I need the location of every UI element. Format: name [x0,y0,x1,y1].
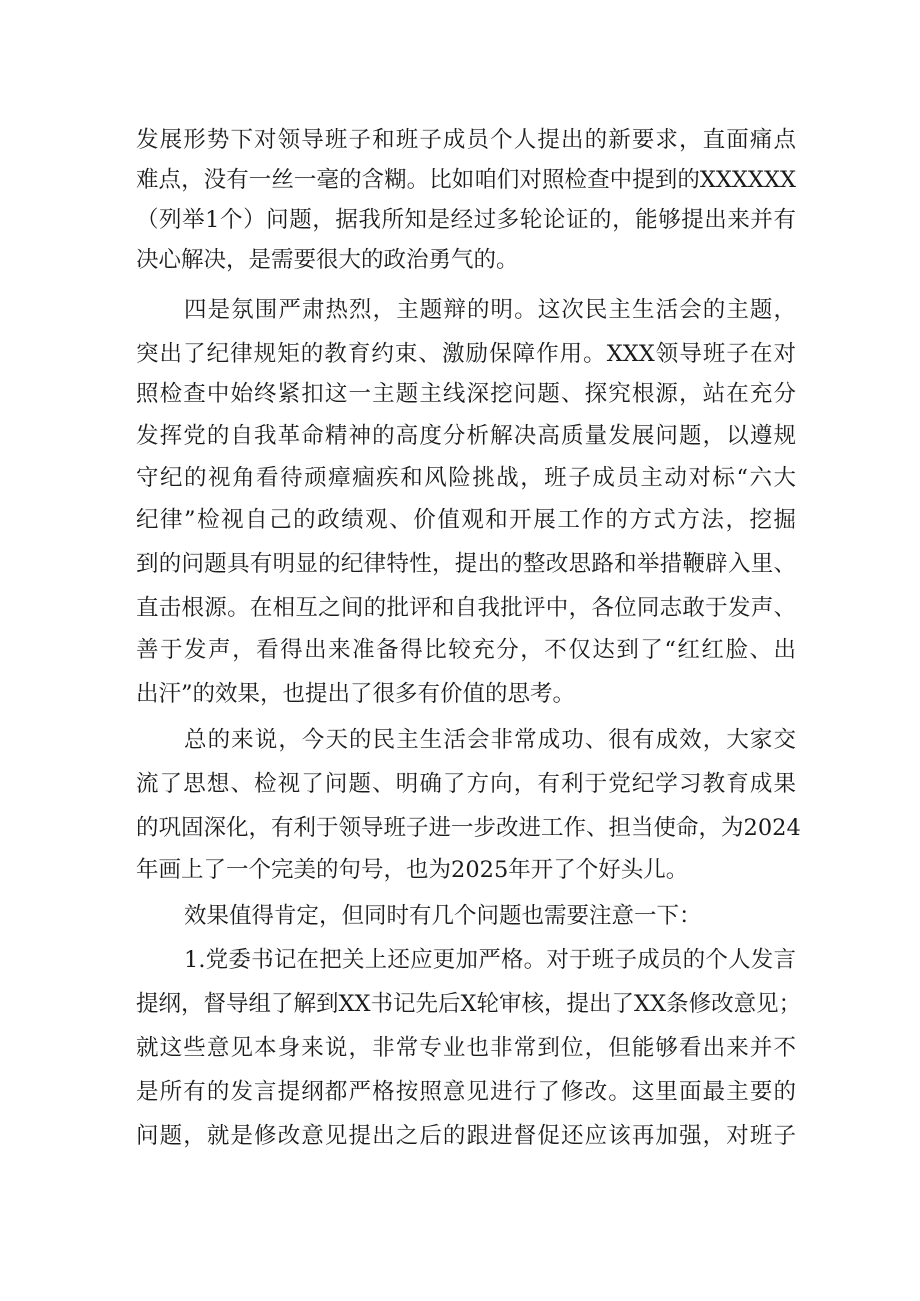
text-line: 提纲，督导组了解到XX书记先后X轮审核，提出了XX条修改意见； [136,991,802,1017]
text-line: 出汗”的效果，也提出了很多有价值的思考。 [136,681,576,707]
text-line: 到的问题具有明显的纪律特性，提出的整改思路和举措鞭辟入里、 [136,551,796,577]
text-line: 难点，没有一丝一毫的含糊。比如咱们对照检查中提到的XXXXXX [136,167,796,193]
text-line: 突出了纪律规矩的教育约束、激励保障作用。XXX领导班子在对 [136,341,796,367]
text-line: 直击根源。在相互之间的批评和自我批评中，各位同志敢于发声、 [136,595,796,621]
paragraph-start-line: 1.党委书记在把关上还应更加严格。对于班子成员的个人发言 [184,947,796,973]
paragraph-start-line: 总的来说，今天的民主生活会非常成功、很有成效，大家交 [184,727,796,753]
text-line: 就这些意见本身来说，非常专业也非常到位，但能够看出来并不 [136,1035,796,1061]
text-line: 是所有的发言提纲都严格按照意见进行了修改。这里面最主要的 [136,1079,796,1105]
text-line: 善于发声，看得出来准备得比较充分，不仅达到了“红红脸、出 [136,637,796,663]
text-line: 问题，就是修改意见提出之后的跟进督促还应该再加强，对班子 [136,1123,796,1149]
paragraph-start-line: 效果值得肯定，但同时有几个问题也需要注意一下： [184,903,702,929]
text-line: 年画上了一个完美的句号，也为2025年开了个好头儿。 [136,857,689,883]
paragraph-start-line: 四是氛围严肃热烈，主题辩的明。这次民主生活会的主题， [184,297,796,323]
text-line: 照检查中始终紧扣这一主题主线深挖问题、探究根源，站在充分 [136,381,796,407]
text-line: 发展形势下对领导班子和班子成员个人提出的新要求，直面痛点 [136,127,796,153]
text-line: 纪律”检视自己的政绩观、价值观和开展工作的方式方法，挖掘 [136,507,796,533]
text-line: 守纪的视角看待顽瘴痼疾和风险挑战，班子成员主动对标“六大 [136,465,796,491]
text-line: 的巩固深化，有利于领导班子进一步改进工作、担当使命，为2024 [136,815,801,841]
text-line: 发挥党的自我革命精神的高度分析解决高质量发展问题，以遵规 [136,423,796,449]
text-line: 决心解决，是需要很大的政治勇气的。 [136,247,519,273]
text-line: 流了思想、检视了问题、明确了方向，有利于党纪学习教育成果 [136,771,796,797]
text-line: （列举1个）问题，据我所知是经过多轮论证的，能够提出来并有 [136,207,796,233]
